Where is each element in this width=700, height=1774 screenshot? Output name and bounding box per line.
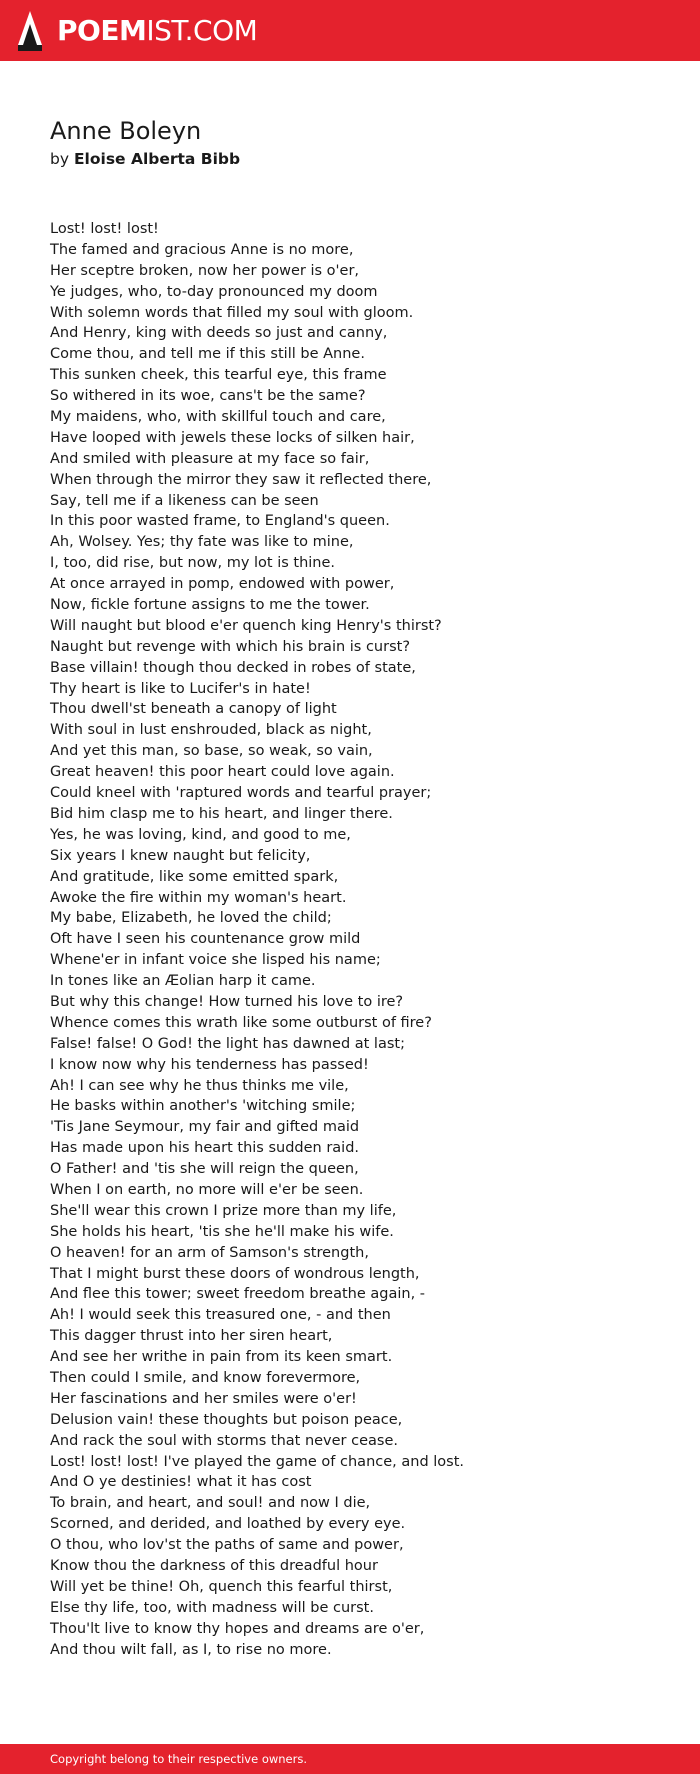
- poem-line: O heaven! for an arm of Samson's strength,: [50, 1244, 369, 1261]
- poem-line: Ah! I can see why he thus thinks me vile,: [50, 1077, 349, 1094]
- poem-line: He basks within another's 'witching smile;: [50, 1098, 356, 1115]
- poem-line: Then could I smile, and know forevermore,: [50, 1369, 361, 1386]
- poem-line: Ah! I would seek this treasured one, - and then: [50, 1307, 391, 1324]
- poem-line: O thou, who lov'st the paths of same and power,: [50, 1537, 404, 1554]
- poem-line: Lost! lost! lost! I've played the game of chance, and lost.: [50, 1453, 465, 1470]
- poem-line: Oft have I seen his countenance grow mild: [50, 931, 361, 948]
- poem-line: Her sceptre broken, now her power is o'er,: [50, 262, 360, 279]
- poem-line: In tones like an Æolian harp it came.: [50, 973, 316, 990]
- poem-line: When through the mirror they saw it reflected there,: [50, 471, 432, 488]
- poem-line: That I might burst these doors of wondrous length,: [50, 1265, 420, 1282]
- site-footer: [0, 1744, 700, 1774]
- poem-body: [50, 219, 464, 1660]
- poem-line: Lost! lost! lost!: [50, 221, 159, 237]
- poem-line: And rack the soul with storms that never cease.: [50, 1432, 398, 1449]
- site-name-bold: POEM: [57, 14, 147, 47]
- site-name: [57, 10, 257, 52]
- poem-line: Awoke the fire within my woman's heart.: [50, 889, 347, 906]
- poem-line: To brain, and heart, and soul! and now I die,: [50, 1495, 371, 1512]
- poem-line: And see her writhe in pain from its keen smart.: [50, 1349, 393, 1366]
- poem-line: In this poor wasted frame, to England's queen.: [50, 513, 390, 530]
- poem-line: Come thou, and tell me if this still be Anne.: [50, 346, 365, 363]
- poem-line: Say, tell me if a likeness can be seen: [50, 492, 319, 509]
- poem-line: Thou dwell'st beneath a canopy of light: [50, 701, 337, 718]
- poem-line: Know thou the darkness of this dreadful hour: [50, 1558, 378, 1574]
- poem-author: Eloise Alberta Bibb: [73, 150, 241, 168]
- poem-line: Naught but revenge with which his brain is curst?: [50, 638, 411, 655]
- poem-line: Base villain! though thou decked in robes of state,: [50, 659, 416, 676]
- poem-line: Could kneel with 'raptured words and tearful prayer;: [50, 785, 432, 802]
- poem-line: Will yet be thine! Oh, quench this fearful thirst,: [50, 1578, 393, 1595]
- poem-line: And Henry, king with deeds so just and canny,: [50, 325, 388, 342]
- poem-line: Whene'er in infant voice she lisped his name;: [50, 952, 381, 969]
- poem-line: She holds his heart, 'tis she he'll make his wife.: [50, 1223, 394, 1240]
- poem-line: Thou'lt live to know thy hopes and dreams are o'er,: [50, 1620, 425, 1637]
- byline-by: by: [50, 150, 70, 168]
- poem-line: Six years I knew naught but felicity,: [50, 847, 311, 864]
- poem-line: And gratitude, like some emitted spark,: [50, 868, 339, 885]
- poem-line: Thy heart is like to Lucifer's in hate!: [50, 680, 311, 697]
- poem-line: Yes, he was loving, kind, and good to me,: [50, 826, 351, 843]
- poem-line: And flee this tower; sweet freedom breathe again, -: [50, 1286, 426, 1303]
- poem-line: And yet this man, so base, so weak, so vain,: [50, 743, 373, 760]
- poem-line: With solemn words that filled my soul with gloom.: [50, 304, 414, 321]
- poem-line: False! false! O God! the light has dawned at last;: [50, 1035, 405, 1052]
- poem-line: So withered in its woe, cans't be the same?: [50, 388, 366, 405]
- poem-line: With soul in lust enshrouded, black as night,: [50, 722, 372, 739]
- site-logo[interactable]: [17, 10, 257, 52]
- poem-line: Great heaven! this poor heart could love again.: [50, 764, 395, 781]
- poem-line: Else thy life, too, with madness will be curst.: [50, 1599, 374, 1616]
- poem-line: My babe, Elizabeth, he loved the child;: [50, 910, 332, 927]
- poem-line: I know now why his tenderness has passed!: [50, 1056, 369, 1073]
- poem-line: At once arrayed in pomp, endowed with power,: [50, 576, 395, 593]
- poem-line: But why this change! How turned his love to ire?: [50, 993, 404, 1010]
- poem-line: Have looped with jewels these locks of silken hair,: [50, 429, 415, 446]
- poem-line: Whence comes this wrath like some outburst of fire?: [50, 1014, 432, 1031]
- site-header: [0, 0, 700, 61]
- poem-line: Ye judges, who, to-day pronounced my doom: [50, 283, 378, 300]
- poem-line: This sunken cheek, this tearful eye, this frame: [50, 367, 387, 384]
- poem-line: And thou wilt fall, as I, to rise no more.: [50, 1641, 332, 1658]
- poem-byline: [50, 148, 240, 170]
- poem-line: She'll wear this crown I prize more than my life,: [50, 1202, 397, 1219]
- poem-line: Her fascinations and her smiles were o'er!: [50, 1390, 357, 1407]
- poem-line: Delusion vain! these thoughts but poison peace,: [50, 1411, 403, 1428]
- poem-line: The famed and gracious Anne is no more,: [50, 241, 354, 258]
- poem-line: I, too, did rise, but now, my lot is thine.: [50, 555, 336, 572]
- poem-line: Scorned, and derided, and loathed by every eye.: [50, 1516, 406, 1533]
- poem-line: My maidens, who, with skillful touch and care,: [50, 409, 386, 426]
- poem-line: This dagger thrust into her siren heart,: [50, 1328, 333, 1345]
- poem-line: Now, fickle fortune assigns to me the tower.: [50, 597, 370, 614]
- site-name-light: IST.COM: [146, 14, 258, 47]
- poem-line: Has made upon his heart this sudden raid.: [50, 1140, 360, 1157]
- poem-line: And smiled with pleasure at my face so fair,: [50, 450, 370, 467]
- poem-line: Will naught but blood e'er quench king Henry's thirst?: [50, 617, 442, 634]
- poem-line: 'Tis Jane Seymour, my fair and gifted maid: [50, 1119, 360, 1136]
- poem-line: Bid him clasp me to his heart, and linger there.: [50, 805, 393, 822]
- poem-title: Anne Boleyn: [50, 117, 202, 145]
- pen-nib-icon: [17, 10, 43, 52]
- copyright-notice: Copyright belong to their respective owners.: [50, 1752, 308, 1766]
- poem-line: When I on earth, no more will e'er be seen.: [50, 1181, 364, 1198]
- poem-line: And O ye destinies! what it has cost: [50, 1474, 312, 1491]
- poem-line: O Father! and 'tis she will reign the queen,: [50, 1161, 359, 1178]
- poem-line: Ah, Wolsey. Yes; thy fate was like to mine,: [50, 534, 354, 551]
